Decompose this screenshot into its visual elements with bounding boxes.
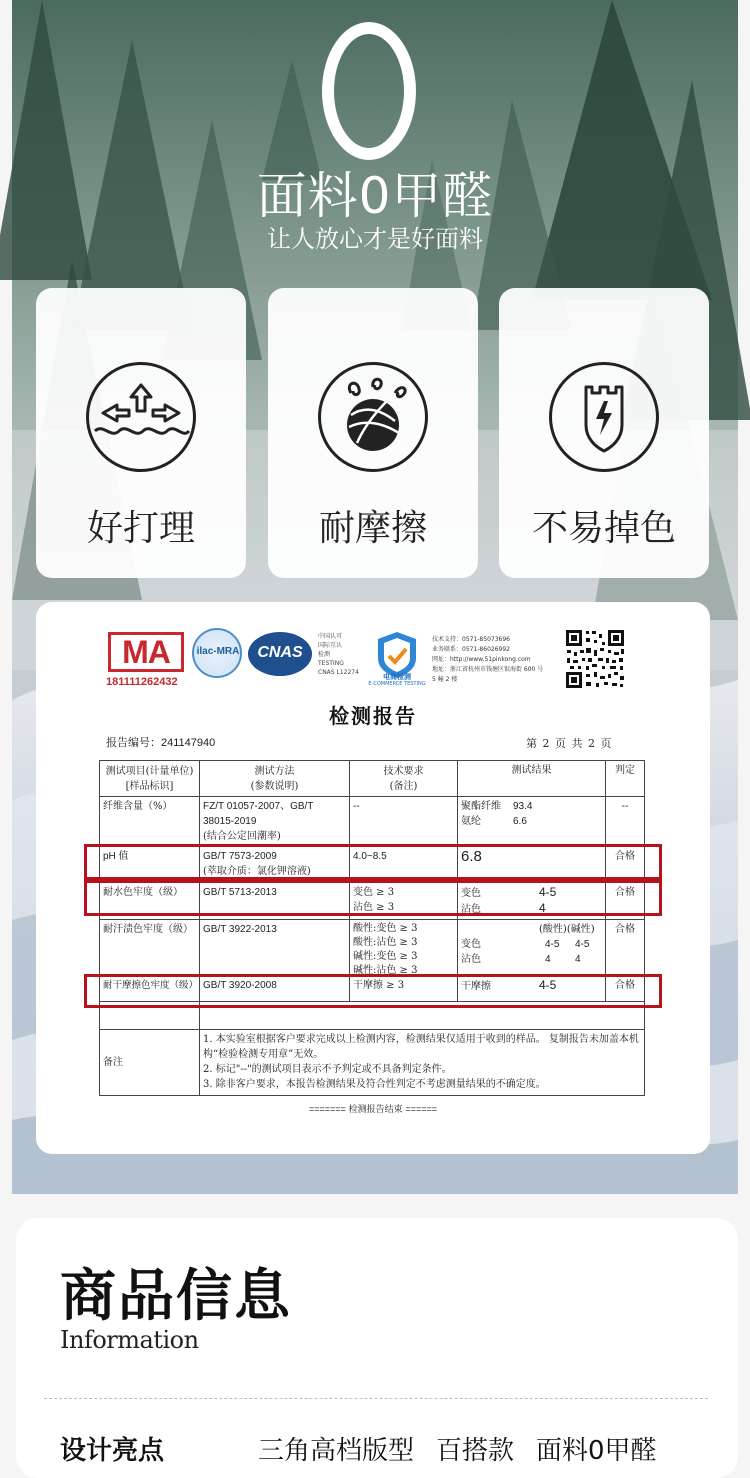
- hero-title: 面料0甲醛: [256, 167, 494, 225]
- highlight-dry-rub-row: [84, 974, 662, 1008]
- fiber-requirement: --: [350, 797, 458, 847]
- cma-number: 181111262432: [106, 676, 178, 688]
- ecommerce-testing-label: 电商检测: [383, 673, 411, 681]
- water-judge: 合格: [606, 883, 645, 920]
- fiber-result: [458, 797, 606, 847]
- ph-method-standard: GB/T 7573-2009: [203, 851, 277, 862]
- info-row-value: 三角高档版型: [258, 1436, 415, 1466]
- notes-label: 备注: [100, 1030, 200, 1096]
- feature-card-abrasion: [268, 288, 478, 578]
- sweat-result: [458, 920, 606, 976]
- contact-line: 技术支持：0571-85073696: [432, 636, 510, 643]
- water-repellent-arrows-icon: [86, 362, 196, 472]
- info-title: 商品信息: [60, 1264, 292, 1329]
- test-results-table: [99, 760, 645, 1096]
- header-judge: [606, 761, 645, 797]
- sweat-judge: 合格: [606, 920, 645, 976]
- note-line: 3. 除非客户要求，本报告检测结果及符合性判定不考虑测量结果的不确定度。: [203, 1079, 546, 1090]
- page-indicator: 第 2 页 共 2 页: [526, 737, 613, 750]
- dashed-divider: [44, 1398, 708, 1399]
- dry-rub-judge: 合格: [606, 976, 645, 1002]
- sweat-req-line: 酸性:变色 ≥ 3: [353, 923, 418, 934]
- header-item-sub: [样品标识]: [125, 780, 174, 792]
- fiber-result-value: 93.4: [513, 801, 533, 812]
- fiber-result-name: 氨纶: [461, 816, 481, 827]
- ph-method-note: (萃取介质：氯化钾溶液): [203, 866, 311, 877]
- sweat-method: GB/T 3922-2013: [200, 920, 350, 976]
- header-requirement-sub: (备注): [389, 780, 418, 792]
- header-item: [100, 761, 200, 797]
- cnas-info-line: 国际互认: [318, 642, 343, 649]
- sweat-result-name: 沾色: [461, 954, 481, 965]
- report-end-mark: [36, 1102, 710, 1115]
- report-number: [106, 734, 215, 750]
- water-req-line: 沾色 ≥ 3: [353, 902, 395, 913]
- cnas-info-line: TESTING: [318, 660, 344, 667]
- feature-label: 耐摩擦: [318, 508, 427, 549]
- note-line: 1. 本实验室根据客户要求完成以上检测内容，检测结果仅适用于收到的样品。 复制报告未加盖本机构“检验检测专用章”无效。: [203, 1034, 639, 1060]
- fiber-result-value: 6.6: [513, 816, 527, 827]
- report-title: 检测报告: [329, 704, 417, 728]
- contact-line: 5 幢 2 楼: [432, 676, 458, 683]
- info-row-value: 面料0甲醛: [536, 1436, 657, 1466]
- dry-rub-requirement: 干摩擦 ≥ 3: [350, 976, 458, 1002]
- header-method-sub: (参数说明): [250, 780, 299, 792]
- sweat-req-line: 酸性:沾色 ≥ 3: [353, 937, 418, 948]
- feature-label: 不易掉色: [531, 508, 676, 549]
- sweat-result-alkali: 4: [575, 954, 581, 965]
- header-requirement: [350, 761, 458, 797]
- ph-item: pH 值: [100, 847, 200, 883]
- cnas-info: [318, 632, 368, 677]
- feature-label: 好打理: [86, 508, 195, 549]
- sweat-col-acid: (酸性): [539, 924, 567, 935]
- contact-line: 地址：浙江省杭州市钱塘区银海街 600 号: [432, 666, 544, 673]
- ecommerce-testing-label-en: E-COMMERCE TESTING: [368, 681, 426, 687]
- sweat-col-alkali: (碱性): [566, 924, 595, 935]
- water-req-line: 变色 ≥ 3: [353, 887, 395, 898]
- cma-logo-text: MA: [122, 634, 170, 670]
- ph-judge: 合格: [606, 847, 645, 883]
- header-judge-label: 判定: [615, 765, 635, 776]
- zero-numeral: [322, 22, 416, 160]
- notes-content: [200, 1030, 645, 1096]
- yarn-ball-icon: [318, 362, 428, 472]
- cnas-info-line: CNAS L12274: [318, 669, 359, 676]
- cnas-info-line: 检测: [318, 651, 331, 658]
- contact-line: 网址：http://www.51pinkong.com: [432, 656, 531, 663]
- report-number-label: 报告编号：: [106, 736, 161, 749]
- header-method: [200, 761, 350, 797]
- dry-rub-result-value: 4-5: [539, 978, 557, 992]
- info-row-label: 设计亮点: [60, 1436, 165, 1466]
- fiber-judge: --: [606, 797, 645, 847]
- highlight-ph-row: [84, 844, 662, 880]
- fiber-method-standard: FZ/T 01057-2007、GB/T 38015-2019: [203, 801, 314, 827]
- table-header-row: [100, 761, 645, 797]
- sweat-item: 耐汗渍色牢度（级）: [100, 920, 200, 976]
- report-number-value: 241147940: [161, 737, 216, 749]
- info-row-value: 百搭款: [436, 1436, 515, 1466]
- dry-rub-result-name: 干摩擦: [461, 981, 491, 992]
- lab-contact-info: [432, 635, 562, 685]
- water-result-name: 变色: [461, 888, 481, 899]
- feature-card-colorfast: [499, 288, 709, 578]
- ph-requirement: 4.0~8.5: [350, 847, 458, 883]
- sweat-req-line: 碱性:变色 ≥ 3: [353, 951, 418, 962]
- feature-card-easy-care: [36, 288, 246, 578]
- table-row-notes: [100, 1030, 645, 1096]
- sweat-requirement: [350, 920, 458, 976]
- sweat-req-line: 碱性:沾色 ≥ 3: [353, 965, 418, 976]
- cnas-info-line: 中国认可: [318, 633, 343, 640]
- fiber-item: 纤维含量（%）: [100, 797, 200, 847]
- fiber-method-note: (结合公定回潮率): [203, 831, 281, 842]
- end-mark-text: 检测报告结束: [348, 1105, 403, 1115]
- fiber-method: [200, 797, 350, 847]
- water-item: 耐水色牢度（级）: [100, 883, 200, 920]
- cnas-logo-text: CNAS: [257, 644, 303, 661]
- fiber-result-name: 聚酯纤维: [461, 801, 501, 812]
- header-requirement-label: 技术要求: [383, 765, 424, 777]
- water-result-value: 4-5: [539, 885, 557, 899]
- end-mark-right: ======: [405, 1104, 438, 1114]
- header-method-label: 测试方法: [254, 765, 295, 777]
- header-item-label: 测试项目(计量单位): [105, 765, 194, 777]
- sweat-result-alkali: 4-5: [575, 939, 590, 950]
- dry-rub-method: GB/T 3920-2008: [200, 976, 350, 1002]
- product-info-card: [16, 1218, 738, 1478]
- table-row-fiber: [100, 797, 645, 847]
- table-row-sweat: [100, 920, 645, 976]
- hero-subtitle: 让人放心才是好面料: [267, 225, 483, 253]
- note-line: 2. 标记"--"的测试项目表示不予判定或不具备判定条件。: [203, 1064, 452, 1075]
- test-report-card: [36, 602, 710, 1154]
- sweat-result-acid: 4-5: [545, 939, 560, 950]
- sweat-result-acid: 4: [545, 954, 551, 965]
- sweat-result-name: 变色: [461, 939, 481, 950]
- certification-logos: [36, 602, 710, 702]
- ilac-mra-text: ilac-MRA: [196, 646, 240, 657]
- highlight-water-row: [84, 880, 662, 916]
- qr-code-icon: [564, 628, 626, 690]
- water-result-name: 沾色: [461, 904, 481, 915]
- header-result-label: 测试结果: [511, 765, 552, 776]
- shield-lightning-icon: [549, 362, 659, 472]
- dry-rub-item: 耐干摩擦色牢度（级）: [100, 976, 200, 1002]
- ph-result-value: 6.8: [461, 848, 482, 865]
- info-subtitle: Information: [60, 1326, 199, 1354]
- header-result: [458, 761, 606, 797]
- contact-line: 业务联系：0571-86026992: [432, 646, 510, 653]
- water-result-value: 4: [539, 901, 546, 915]
- water-method: GB/T 5713-2013: [200, 883, 350, 920]
- end-mark-left: =======: [308, 1104, 346, 1114]
